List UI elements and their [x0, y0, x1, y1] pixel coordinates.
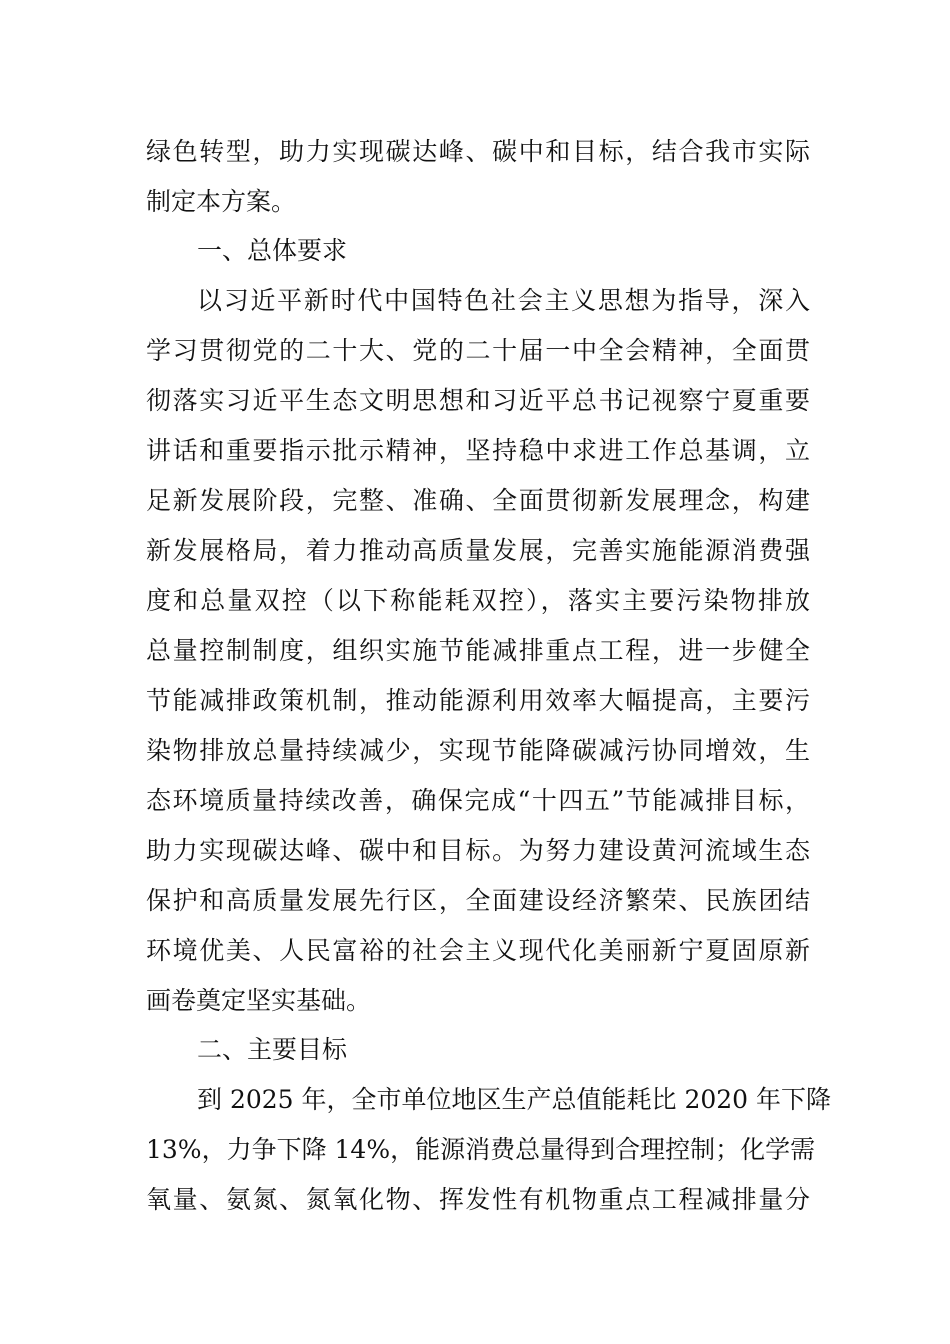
paragraph-line: 新发展格局，着力推动高质量发展，完善实施能源消费强 — [146, 536, 810, 565]
paragraph-line: 保护和高质量发展先行区，全面建设经济繁荣、民族团结 — [146, 886, 810, 915]
section-heading-main-targets: 二、主要目标 — [197, 1035, 348, 1064]
paragraph-line: 到 2025 年，全市单位地区生产总值能耗比 2020 年下降 — [197, 1085, 832, 1114]
paragraph-line: 染物排放总量持续减少，实现节能降碳减污协同增效，生 — [146, 736, 810, 765]
paragraph-line: 态环境质量持续改善，确保完成“十四五”节能减排目标， — [146, 786, 810, 815]
paragraph-line: 彻落实习近平生态文明思想和习近平总书记视察宁夏重要 — [146, 386, 810, 415]
intro-line-2: 制定本方案。 — [146, 187, 297, 216]
paragraph-line: 节能减排政策机制，推动能源利用效率大幅提高，主要污 — [146, 686, 810, 715]
paragraph-line: 讲话和重要指示批示精神，坚持稳中求进工作总基调，立 — [146, 436, 810, 465]
paragraph-line: 足新发展阶段，完整、准确、全面贯彻新发展理念，构建 — [146, 486, 810, 515]
paragraph-line: 以习近平新时代中国特色社会主义思想为指导，深入 — [197, 286, 810, 315]
paragraph-line: 助力实现碳达峰、碳中和目标。为努力建设黄河流域生态 — [146, 836, 810, 865]
paragraph-line: 13%，力争下降 14%，能源消费总量得到合理控制；化学需 — [146, 1135, 816, 1164]
paragraph-line: 氧量、氨氮、氮氧化物、挥发性有机物重点工程减排量分 — [146, 1185, 810, 1214]
section-heading-general-requirements: 一、总体要求 — [197, 236, 348, 265]
paragraph-line: 画卷奠定坚实基础。 — [146, 986, 372, 1015]
paragraph-line: 学习贯彻党的二十大、党的二十届一中全会精神，全面贯 — [146, 336, 810, 365]
paragraph-line: 环境优美、人民富裕的社会主义现代化美丽新宁夏固原新 — [146, 936, 810, 965]
paragraph-line: 度和总量双控（以下称能耗双控），落实主要污染物排放 — [146, 586, 810, 615]
paragraph-line: 总量控制制度，组织实施节能减排重点工程，进一步健全 — [146, 636, 810, 665]
intro-line-1: 绿色转型，助力实现碳达峰、碳中和目标，结合我市实际 — [146, 137, 810, 166]
